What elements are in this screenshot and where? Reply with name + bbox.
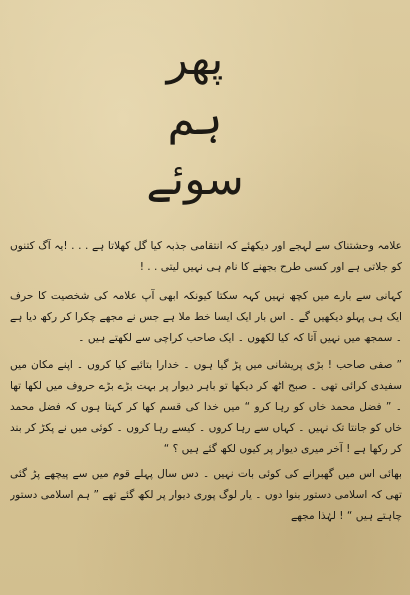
paragraph: کہانی سے بارے میں کچھ نہیں کہہ سکتا کیونکہ ابھی آپ علامہ کی شخصیت کا حرف ایک ہی پہلو دیکھیں گے ۔ اس بار ایک ایسا خط ملا ہے جس نے مجھے چکرا کر رکھ دیا ہے ۔ سمجھ میں نہیں آتا کہ کیا لکھوں ۔ ایک صاحب کراچی سے لکھتے ہیں ۔ xyxy=(10,290,402,344)
paragraph: علامہ وحشتناک سے لہجے اور دیکھئے کہ انتقامی جذبہ کیا گل کھلاتا ہے . . . !یہ آگ کتنوں کو جلاتی ہے اور کسی طرح بجھنے کا نام ہی نہیں لیتی . . ! xyxy=(10,240,402,273)
chapter-title: پھر ہم سوئے xyxy=(146,34,244,205)
paragraph: بھائی اس میں گھبرانے کی کوئی بات نہیں ۔ دس سال پہلے قوم میں سے پیچھے پڑ گئی تھی کہ اسلامی دستور بنوا دوں ۔ یار لوگ پوری دیوار پر لکھ گئے تھے ” ہم اسلامی دستور چاہتے ہیں “ ! لہٰذا مجھے xyxy=(10,468,402,522)
body-text xyxy=(10,236,402,591)
paragraph: ” صفی صاحب ! بڑی پریشانی میں پڑ گیا ہوں ۔ خدارا بتائیے کیا کروں ۔ اپنے مکان میں سفیدی کرائی تھی ۔ صبح اٹھ کر دیکھا تو باہر دیوار پر بہت بڑے بڑے حروف میں لکھا تھا ۔ ” فضل محمد خاں کو رہا کرو “ میں خدا کی قسم کھا کر کہتا ہوں کہ فضل محمد خاں کو جانتا تک نہیں ۔ کہاں سے رہا کروں ۔ کیسے رہا کروں ۔ کوئی میں نے پکڑ کر بند کر رکھا ہے ! آخر میری دیوار پر کیوں لکھ گئے ہیں ؟ “ xyxy=(10,359,402,455)
